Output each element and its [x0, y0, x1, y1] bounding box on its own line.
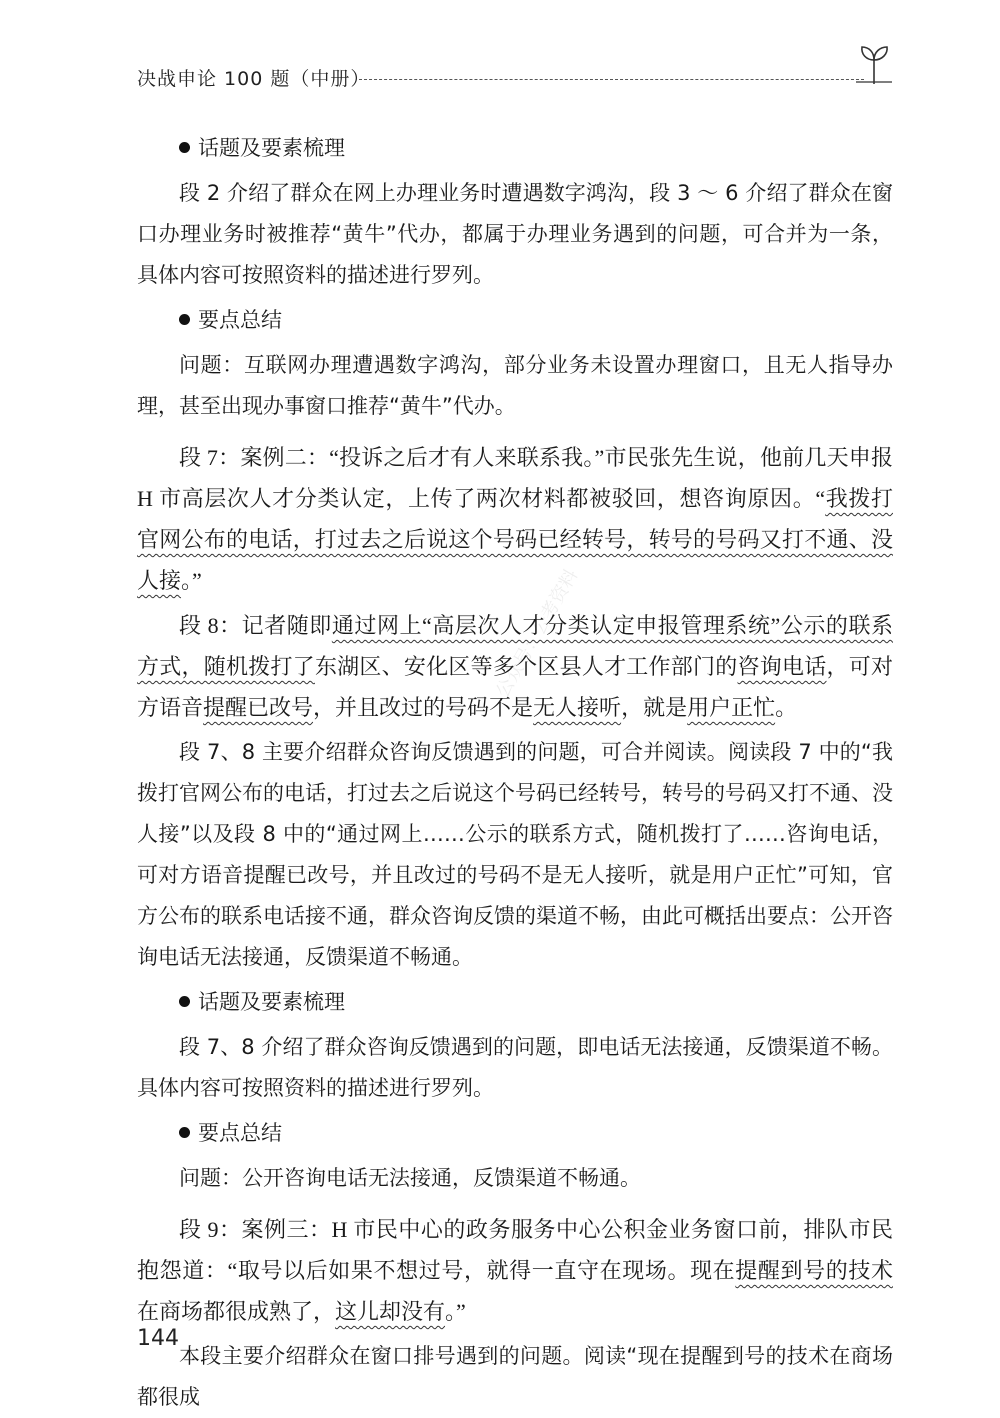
paragraph-topic-1: 段 2 介绍了群众在网上办理业务时遭遇数字鸿沟，段 3 ～ 6 介绍了群众在窗口办理业务时被推荐“黄牛”代办，都属于办理业务遇到的问题，可合并为一条，具体内容可按照资料的描述进行罗列。 [137, 181, 893, 287]
wavy-underline: 通过网上“高层次人才分类认定申报管理系统”公示的联系方式，随机拨打了 [137, 613, 893, 679]
source-paragraph-8: 段 8：记者随即通过网上“高层次人才分类认定申报管理系统”公示的联系方式，随机拨打了东湖区、安化区等多个区县人才工作部门的咨询电话，可对方语音提醒已改号，并且改过的号码不是无人接听，就是用户正忙。 [137, 613, 893, 720]
bullet-heading-topic: 话题及要素梳理 [137, 982, 893, 1023]
wavy-underline: 提醒到号的技术 [735, 1258, 893, 1283]
bullet-dot-icon [179, 996, 190, 1007]
bullet-dot-icon [179, 1127, 190, 1138]
book-title: 决战申论 100 题（中册） [137, 68, 371, 90]
source-paragraph-7: 段 7：案例二：“投诉之后才有人来联系我。”市民张先生说，他前几天申报 H 市高层次人才分类认定，上传了两次材料都被驳回，想咨询原因。“我拨打官网公布的电话，打过去之后说这个号码已经转号，转号的号码又打不通、没人接。” [137, 445, 893, 593]
analysis-paragraph-9: 本段主要介绍群众在窗口排号遇到的问题。阅读“现在提醒到号的技术在商场都很成 [137, 1344, 893, 1409]
body-text [137, 128, 893, 1418]
wavy-underline: 无人接听 [533, 695, 622, 720]
page-number: 144 [137, 1326, 179, 1351]
source-paragraph-9: 段 9：案例三：H 市民中心的政务服务中心公积金业务窗口前，排队市民抱怨道：“取号以后如果不想过号，就得一直守在现场。现在提醒到号的技术在商场都很成熟了，这儿却没有。” [137, 1217, 893, 1324]
bullet-heading-topic: 话题及要素梳理 [137, 128, 893, 169]
header-dashed-rule [359, 79, 864, 80]
wavy-underline: 咨询电话 [737, 654, 827, 679]
paragraph-summary-1: 问题：互联网办理遭遇数字鸿沟，部分业务未设置办理窗口，且无人指导办理，甚至出现办事窗口推荐“黄牛”代办。 [137, 353, 893, 418]
analysis-paragraph: 段 7、8 主要介绍群众咨询反馈遇到的问题，可合并阅读。阅读段 7 中的“我拨打官网公布的电话，打过去之后说这个号码已经转号，转号的号码又打不通、没人接”以及段 8 中的“通过网上……公示的联系方式，随机拨打了……咨询电话，可对方语音提醒已改号，并且改过的号码不是无人接听，就是用户正忙”可知，官方公布的联系电话接不通，群众咨询反馈的渠道不畅，由此可概括出要点：公开咨询电话无法接通，反馈渠道不畅通。 [137, 740, 893, 969]
wavy-underline: 用户正忙 [687, 695, 776, 720]
bullet-heading-summary: 要点总结 [137, 1113, 893, 1154]
bullet-dot-icon [179, 142, 190, 153]
wavy-underline: 提醒已改号 [203, 695, 314, 720]
bullet-heading-summary: 要点总结 [137, 300, 893, 341]
faint-watermark: 公众号：公考资料 [492, 565, 583, 701]
sprout-icon [852, 42, 896, 86]
wavy-underline: 这儿却没有 [335, 1299, 446, 1324]
bullet-dot-icon [179, 314, 190, 325]
wavy-underlined-quote: 我拨打官网公布的电话，打过去之后说这个号码已经转号，转号的号码又打不通、没人接 [137, 486, 893, 593]
paragraph-summary-2: 问题：公开咨询电话无法接通，反馈渠道不畅通。 [179, 1166, 641, 1190]
paragraph-topic-2: 段 7、8 介绍了群众咨询反馈遇到的问题，即电话无法接通，反馈渠道不畅。具体内容可按照资料的描述进行罗列。 [137, 1035, 893, 1100]
running-header [137, 62, 897, 92]
